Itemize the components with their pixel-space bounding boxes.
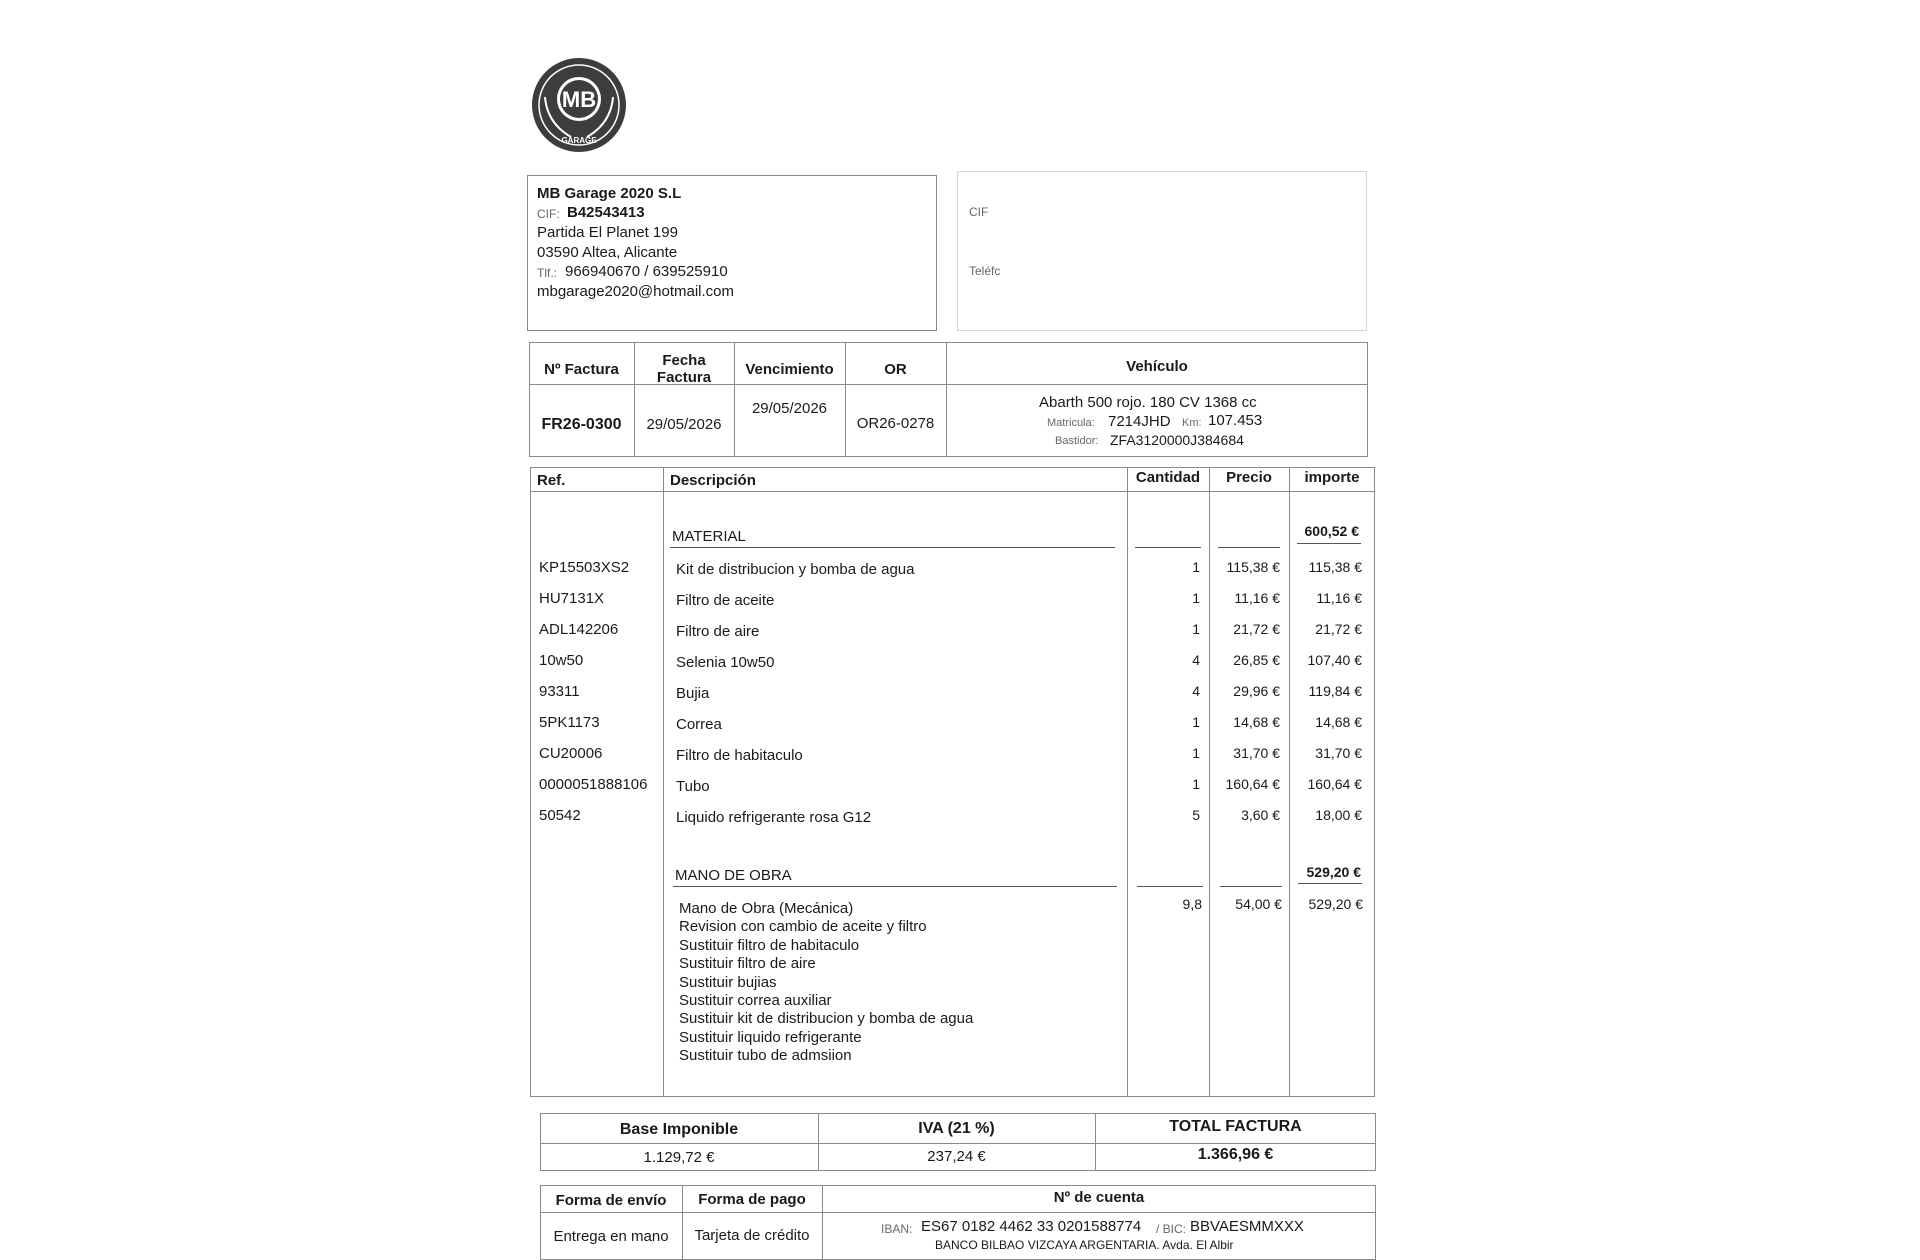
col-vehiculo-header: Vehículo (1126, 358, 1188, 375)
table-row (0, 681, 1920, 706)
client-cif-label: CIF (969, 205, 989, 219)
labor-amount: 529,20 € (1308, 896, 1363, 912)
km-label: Km: (1182, 417, 1202, 429)
item-quantity: 4 (1192, 652, 1200, 668)
svg-text:MB: MB (561, 87, 597, 112)
item-ref: 93311 (539, 683, 580, 700)
invoice-date: 29/05/2026 (646, 416, 722, 433)
or-number: OR26-0278 (856, 415, 935, 432)
item-amount: 119,84 € (1308, 683, 1362, 699)
svg-text:GARAGE: GARAGE (561, 136, 597, 145)
company-email: mbgarage2020@hotmail.com (537, 283, 734, 300)
item-price: 160,64 € (1225, 776, 1280, 792)
labor-line: Sustituir filtro de habitaculo (679, 936, 860, 954)
labor-subtotal: 529,20 € (1306, 864, 1361, 880)
bank-name: BANCO BILBAO VIZCAYA ARGENTARIA. Avda. El Albir (935, 1238, 1234, 1252)
item-price: 26,85 € (1233, 652, 1280, 668)
company-logo (531, 57, 627, 153)
total-label: TOTAL FACTURA (1169, 1118, 1302, 1135)
payment-method: Tarjeta de crédito (694, 1227, 810, 1244)
iban-number: ES67 0182 4462 33 0201588774 (921, 1218, 1142, 1235)
base-amount: 1.129,72 € (643, 1149, 715, 1166)
item-ref: 50542 (539, 807, 581, 824)
labor-section-title: MANO DE OBRA (675, 867, 792, 884)
col-factura-header: Nº Factura (544, 361, 619, 378)
labor-line: Sustituir kit de distribucion y bomba de agua (679, 1010, 974, 1028)
vehicle-km: 107.453 (1208, 412, 1263, 429)
table-row (0, 743, 1920, 768)
item-amount: 115,38 € (1308, 559, 1362, 575)
item-description: Selenia 10w50 (676, 654, 775, 671)
vehicle-description: Abarth 500 rojo. 180 CV 1368 cc (1039, 394, 1257, 411)
col-vencimiento-header: Vencimiento (745, 361, 834, 378)
item-price: 29,96 € (1233, 683, 1280, 699)
table-row (0, 557, 1920, 582)
iban-label: IBAN: (881, 1222, 913, 1236)
item-amount: 107,40 € (1307, 652, 1362, 668)
item-price: 11,16 € (1234, 590, 1280, 606)
bic-label: / BIC: (1156, 1222, 1187, 1236)
item-ref: HU7131X (539, 590, 605, 607)
item-ref: CU20006 (539, 745, 603, 762)
company-name: MB Garage 2020 S.L (537, 185, 682, 202)
item-description: Liquido refrigerante rosa G12 (676, 809, 872, 826)
base-label: Base Imponible (619, 1121, 739, 1138)
iva-label: IVA (21 %) (918, 1120, 995, 1137)
item-ref: KP15503XS2 (539, 559, 630, 576)
labor-line: Sustituir tubo de admsiion (679, 1047, 852, 1065)
item-quantity: 1 (1192, 714, 1200, 730)
due-date: 29/05/2026 (751, 400, 828, 417)
labor-line: Sustituir bujias (679, 973, 777, 991)
labor-hours: 9,8 (1182, 896, 1202, 912)
item-amount: 31,70 € (1315, 745, 1362, 761)
item-quantity: 1 (1192, 776, 1200, 792)
client-phone-label: Teléfc (969, 264, 1001, 278)
company-cif: B42543413 (567, 204, 645, 221)
vehicle-plate: 7214JHD (1108, 413, 1171, 430)
item-amount: 14,68 € (1315, 714, 1362, 730)
company-address-line2: 03590 Altea, Alicante (537, 244, 678, 261)
item-quantity: 1 (1192, 745, 1200, 761)
item-amount: 160,64 € (1307, 776, 1362, 792)
item-description: Filtro de habitaculo (676, 747, 803, 764)
labor-line: Sustituir liquido refrigerante (679, 1028, 862, 1046)
item-quantity: 1 (1192, 559, 1200, 575)
item-amount: 11,16 € (1316, 590, 1362, 606)
shipping-method: Entrega en mano (553, 1228, 669, 1245)
item-amount: 18,00 € (1315, 807, 1362, 823)
company-phones: 966940670 / 639525910 (565, 263, 728, 280)
cuenta-label: Nº de cuenta (1053, 1189, 1145, 1206)
item-price: 14,68 € (1233, 714, 1280, 730)
col-precio-header: Precio (1226, 469, 1272, 486)
bic-code: BBVAESMMXXX (1190, 1218, 1304, 1235)
table-row (0, 650, 1920, 675)
item-quantity: 5 (1192, 807, 1200, 823)
labor-line: Revision con cambio de aceite y filtro (679, 918, 927, 936)
item-description: Filtro de aceite (676, 592, 775, 609)
item-quantity: 1 (1192, 590, 1200, 606)
total-amount: 1.366,96 € (1197, 1146, 1274, 1163)
table-row (0, 588, 1920, 613)
material-subtotal: 600,52 € (1304, 523, 1359, 539)
table-row (0, 619, 1920, 644)
tlf-label: Tlf.: (537, 266, 557, 280)
invoice-number: FR26-0300 (541, 416, 622, 433)
col-or-header: OR (884, 361, 907, 378)
matricula-label: Matricula: (1047, 417, 1095, 429)
col-fecha-header: Fecha Factura (656, 352, 712, 386)
item-ref: 0000051888106 (539, 776, 648, 793)
item-price: 31,70 € (1233, 745, 1280, 761)
item-description: Filtro de aire (676, 623, 760, 640)
col-cantidad-header: Cantidad (1135, 469, 1201, 486)
item-amount: 21,72 € (1315, 621, 1362, 637)
item-price: 21,72 € (1233, 621, 1280, 637)
col-ref-header: Ref. (537, 472, 566, 489)
item-quantity: 1 (1192, 621, 1200, 637)
bastidor-label: Bastidor: (1055, 435, 1099, 447)
labor-description (679, 900, 973, 1066)
table-row (0, 805, 1920, 830)
item-price: 115,38 € (1226, 559, 1280, 575)
labor-line: Sustituir correa auxiliar (679, 992, 832, 1010)
pago-label: Forma de pago (698, 1191, 806, 1208)
labor-line: Mano de Obra (Mecánica) (679, 900, 854, 917)
table-row (0, 774, 1920, 799)
col-importe-header: importe (1304, 469, 1360, 486)
client-info-box (957, 171, 1367, 331)
item-quantity: 4 (1192, 683, 1200, 699)
item-description: Correa (676, 716, 722, 733)
col-desc-header: Descripción (670, 472, 756, 489)
company-address-line1: Partida El Planet 199 (537, 224, 678, 241)
material-section-title: MATERIAL (672, 528, 746, 545)
envio-label: Forma de envío (555, 1192, 667, 1209)
labor-rate: 54,00 € (1235, 896, 1282, 912)
item-ref: 5PK1173 (539, 714, 600, 731)
table-row (0, 712, 1920, 737)
item-description: Tubo (676, 778, 710, 795)
cif-label: CIF: (537, 207, 560, 221)
labor-line: Sustituir filtro de aire (679, 955, 816, 973)
item-ref: 10w50 (539, 652, 584, 669)
iva-amount: 237,24 € (927, 1148, 986, 1165)
item-description: Kit de distribucion y bomba de agua (676, 561, 915, 578)
item-price: 3,60 € (1241, 807, 1280, 823)
item-description: Bujia (676, 685, 710, 702)
vehicle-vin: ZFA3120000J384684 (1110, 432, 1244, 448)
item-ref: ADL142206 (539, 621, 619, 638)
